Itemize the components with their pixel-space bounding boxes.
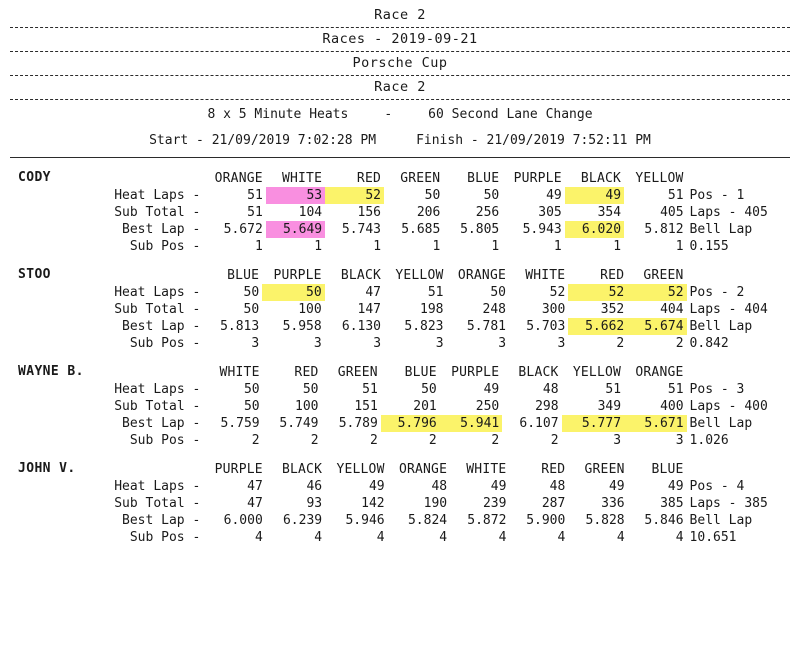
best-lap-4: 5.941 [440,415,503,432]
cup-name: Porsche Cup [352,55,448,71]
sub-total-2: 156 [357,205,382,220]
bell-lap-label: Bell Lap [689,513,753,528]
sub-pos-1: 3 [313,336,322,351]
racers-container [10,170,790,546]
lane-header-0: PURPLE [214,462,263,477]
row-label-heat-laps: Heat Laps - [114,188,201,203]
best-lap-1: 5.649 [266,221,325,238]
format-lane-change: 60 Second Lane Change [428,107,593,122]
heat-laps-1: 46 [306,479,323,494]
lane-header-4: PURPLE [451,365,500,380]
sub-pos-0: 3 [251,336,260,351]
row-tail-blank [687,461,790,478]
row-tail-blank [687,170,790,187]
sub-total-2: 151 [354,399,378,414]
table-row [98,432,790,449]
heat-laps-4: 50 [483,188,500,203]
heat-laps-3: 51 [427,285,444,300]
sub-total-6: 349 [597,399,622,414]
row-label-best-lap: Best Lap - [122,222,201,237]
table-row [98,478,790,495]
sub-pos-1: 4 [314,530,323,545]
lane-header-3: ORANGE [398,462,448,477]
lane-header-2: BLACK [340,268,382,283]
lane-header-5: BLACK [518,365,559,380]
lane-header-5: PURPLE [513,171,562,186]
heat-laps-2: 52 [325,187,384,204]
heat-laps-5: 48 [549,479,566,494]
racer-block [10,267,790,352]
racer-results-table [98,267,790,352]
lane-header-1: WHITE [281,171,323,186]
race-times [10,129,790,157]
page-title: Race 2 [374,7,426,23]
sub-total-7: 404 [660,302,684,317]
divider-5 [10,157,790,158]
best-lap-0: 5.672 [223,222,263,237]
lane-header-2: GREEN [337,365,378,380]
heat-laps-2: 47 [365,285,382,300]
heat-laps-7: 51 [667,188,684,203]
best-lap-5: 5.900 [526,513,566,528]
table-row [98,398,790,415]
lane-header-4: ORANGE [457,268,507,283]
lane-header-7: GREEN [643,268,684,283]
row-label-sub-total: Sub Total - [114,205,201,220]
bell-lap-value: 10.651 [689,530,737,545]
sub-total-6: 352 [600,302,625,317]
best-lap-7: 5.674 [627,318,686,335]
sub-pos-7: 3 [675,433,684,448]
heat-laps-5: 48 [542,382,559,397]
sub-total-1: 104 [298,205,323,220]
heat-laps-1: 53 [266,187,325,204]
sub-total-0: 50 [243,302,260,317]
sub-pos-0: 2 [251,433,260,448]
total-laps-label: Laps - 400 [689,399,768,414]
table-row [98,461,790,478]
best-lap-4: 5.872 [467,513,507,528]
table-row [98,318,790,335]
best-lap-1: 5.749 [279,416,319,431]
best-lap-4: 5.805 [460,222,500,237]
sub-total-1: 100 [295,399,319,414]
sub-pos-3: 3 [435,336,444,351]
sub-pos-4: 2 [491,433,500,448]
row-label-sub-pos: Sub Pos - [129,336,201,351]
sub-pos-2: 4 [376,530,385,545]
sub-pos-1: 2 [310,433,319,448]
table-row [98,381,790,398]
sub-total-0: 47 [247,496,263,511]
best-lap-1: 6.239 [282,513,323,528]
format-separator: - [384,107,393,122]
best-lap-6: 6.020 [565,221,624,238]
sub-pos-6: 1 [613,239,622,254]
heat-laps-5: 52 [549,285,566,300]
sub-total-4: 256 [475,205,500,220]
sub-pos-0: 1 [254,239,263,254]
heat-laps-4: 49 [483,382,500,397]
sub-total-5: 305 [538,205,562,220]
row-tail-blank [687,267,790,284]
best-lap-7: 5.812 [644,222,684,237]
table-row [98,204,790,221]
row-label-blank [98,461,203,478]
sub-pos-4: 4 [498,530,507,545]
bell-lap-label: Bell Lap [689,222,753,237]
heat-laps-0: 51 [247,188,263,203]
row-label-sub-pos: Sub Pos - [129,530,201,545]
lane-header-6: GREEN [584,462,625,477]
sub-pos-5: 4 [557,530,566,545]
position-label: Pos - 3 [689,382,745,397]
sub-pos-7: 4 [675,530,684,545]
table-row [98,495,790,512]
sub-pos-6: 3 [613,433,622,448]
racer-results-table [98,364,790,449]
table-row [98,301,790,318]
best-lap-5: 5.703 [526,319,566,334]
best-lap-2: 6.130 [341,319,382,334]
bell-lap-value: 1.026 [689,433,729,448]
best-lap-2: 5.946 [345,513,385,528]
best-lap-7: 5.671 [624,415,687,432]
heat-laps-2: 49 [368,479,385,494]
heat-laps-4: 49 [490,479,507,494]
lane-header-4: BLUE [467,171,500,186]
sub-total-3: 198 [420,302,444,317]
table-row [98,170,790,187]
sub-total-0: 50 [243,399,260,414]
sub-total-1: 100 [298,302,322,317]
best-lap-2: 5.743 [341,222,382,237]
lane-header-0: BLUE [227,268,260,283]
heat-laps-3: 50 [424,188,441,203]
heat-laps-5: 49 [546,188,562,203]
sub-pos-3: 2 [428,433,437,448]
best-lap-4: 5.781 [466,319,507,334]
heat-laps-7: 51 [667,382,684,397]
sub-total-4: 239 [482,496,507,511]
racer-name: CODY [18,170,51,185]
row-label-blank [98,364,203,381]
heat-laps-1: 50 [302,382,319,397]
best-lap-0: 6.000 [223,513,263,528]
lane-header-2: RED [356,171,382,186]
row-label-heat-laps: Heat Laps - [114,382,201,397]
row-label-sub-total: Sub Total - [114,399,201,414]
total-laps-label: Laps - 405 [689,205,768,220]
lane-header-7: YELLOW [635,171,684,186]
position-label: Pos - 2 [689,285,745,300]
best-lap-5: 6.107 [519,416,559,431]
row-label-best-lap: Best Lap - [122,416,201,431]
sub-total-3: 201 [413,399,437,414]
lane-header-4: WHITE [466,462,507,477]
sub-total-4: 248 [482,302,507,317]
row-label-blank [98,170,203,187]
sub-pos-2: 1 [373,239,382,254]
best-lap-1: 5.958 [282,319,322,334]
row-label-heat-laps: Heat Laps - [114,285,201,300]
best-lap-6: 5.828 [585,513,625,528]
sub-total-2: 142 [361,496,385,511]
lane-header-7: ORANGE [635,365,684,380]
bell-lap-value: 0.155 [689,239,729,254]
sub-pos-5: 2 [550,433,559,448]
best-lap-3: 5.685 [401,222,441,237]
format-heats: 8 x 5 Minute Heats [207,107,349,122]
row-label-sub-pos: Sub Pos - [129,433,201,448]
lane-header-3: YELLOW [395,268,444,283]
sub-total-5: 287 [541,496,566,511]
heat-laps-6: 51 [605,382,622,397]
best-lap-3: 5.824 [407,513,448,528]
row-label-best-lap: Best Lap - [122,513,201,528]
table-row [98,267,790,284]
lane-header-2: YELLOW [336,462,385,477]
bell-lap-label: Bell Lap [689,416,753,431]
total-laps-label: Laps - 404 [689,302,768,317]
best-lap-0: 5.759 [220,416,260,431]
sub-total-3: 206 [416,205,441,220]
lane-header-5: WHITE [525,268,566,283]
race-format [10,100,790,129]
heat-laps-0: 47 [247,479,263,494]
sub-total-1: 93 [306,496,323,511]
bell-lap-label: Bell Lap [689,319,753,334]
heat-laps-7: 49 [667,479,684,494]
lane-header-0: ORANGE [214,171,263,186]
racer-block [10,461,790,546]
best-lap-3: 5.823 [404,319,444,334]
racer-name: WAYNE B. [18,364,84,379]
lane-header-6: RED [600,268,625,283]
sub-pos-5: 3 [557,336,566,351]
lane-header-6: BLACK [580,171,622,186]
racer-results-table [98,170,790,255]
row-label-sub-pos: Sub Pos - [129,239,201,254]
sub-pos-6: 2 [616,336,625,351]
best-lap-6: 5.662 [568,318,627,335]
row-label-best-lap: Best Lap - [122,319,201,334]
row-tail-blank [687,364,790,381]
sub-total-7: 385 [660,496,684,511]
sub-pos-4: 1 [491,239,500,254]
heat-laps-3: 48 [431,479,448,494]
heat-laps-7: 52 [627,284,686,301]
heat-laps-4: 50 [490,285,507,300]
lane-header-6: YELLOW [572,365,622,380]
table-row [98,415,790,432]
heat-laps-0: 50 [243,382,260,397]
table-row [98,364,790,381]
lane-header-7: BLUE [651,462,684,477]
sub-total-7: 405 [660,205,684,220]
sub-total-7: 400 [660,399,684,414]
table-row [98,512,790,529]
heat-laps-6: 49 [608,479,625,494]
heat-laps-3: 50 [421,382,437,397]
lane-header-1: PURPLE [273,268,322,283]
position-label: Pos - 4 [689,479,745,494]
racer-name: JOHN V. [18,461,76,476]
lane-header-0: WHITE [219,365,260,380]
races-date-line: Races - 2019-09-21 [322,31,478,47]
sub-total-2: 147 [357,302,382,317]
racer-name: STOO [18,267,51,282]
racer-block [10,170,790,255]
table-row [98,335,790,352]
finish-time: Finish - 21/09/2019 7:52:11 PM [416,133,651,148]
best-lap-2: 5.789 [338,416,378,431]
lane-header-5: RED [541,462,566,477]
best-lap-3: 5.796 [381,415,440,432]
sub-total-3: 190 [423,496,448,511]
lane-header-3: BLUE [404,365,437,380]
sub-total-5: 300 [541,302,566,317]
heat-laps-6: 49 [565,187,624,204]
sub-total-4: 250 [475,399,500,414]
sub-pos-5: 1 [553,239,562,254]
racer-block [10,364,790,449]
table-row [98,187,790,204]
sub-pos-2: 2 [370,433,378,448]
bell-lap-value: 0.842 [689,336,729,351]
sub-total-0: 51 [247,205,263,220]
table-row [98,238,790,255]
table-row [98,529,790,546]
sub-total-6: 354 [597,205,622,220]
row-label-blank [98,267,203,284]
total-laps-label: Laps - 385 [689,496,768,511]
racer-results-table [98,461,790,546]
heat-laps-6: 52 [568,284,627,301]
sub-total-5: 298 [535,399,559,414]
row-label-heat-laps: Heat Laps - [114,479,201,494]
sub-pos-7: 1 [675,239,684,254]
row-label-sub-total: Sub Total - [114,496,201,511]
position-label: Pos - 1 [689,188,745,203]
best-lap-5: 5.943 [522,222,562,237]
sub-total-6: 336 [601,496,625,511]
lane-header-3: GREEN [400,171,441,186]
best-lap-7: 5.846 [644,513,684,528]
start-time: Start - 21/09/2019 7:02:28 PM [149,133,377,148]
best-lap-0: 5.813 [220,319,260,334]
sub-pos-3: 1 [432,239,441,254]
table-row [98,284,790,301]
best-lap-6: 5.777 [562,415,625,432]
heat-laps-2: 51 [362,382,378,397]
heat-laps-0: 50 [243,285,260,300]
lane-header-1: BLACK [281,462,323,477]
sub-pos-6: 4 [616,530,625,545]
race-name: Race 2 [374,79,426,95]
sub-pos-0: 4 [254,530,263,545]
sub-pos-3: 4 [439,530,448,545]
table-row [98,221,790,238]
sub-pos-2: 3 [373,336,382,351]
row-label-sub-total: Sub Total - [114,302,201,317]
heat-laps-1: 50 [262,284,325,301]
sub-pos-4: 3 [498,336,507,351]
sub-pos-7: 2 [675,336,684,351]
sub-pos-1: 1 [314,239,323,254]
lane-header-1: RED [294,365,319,380]
